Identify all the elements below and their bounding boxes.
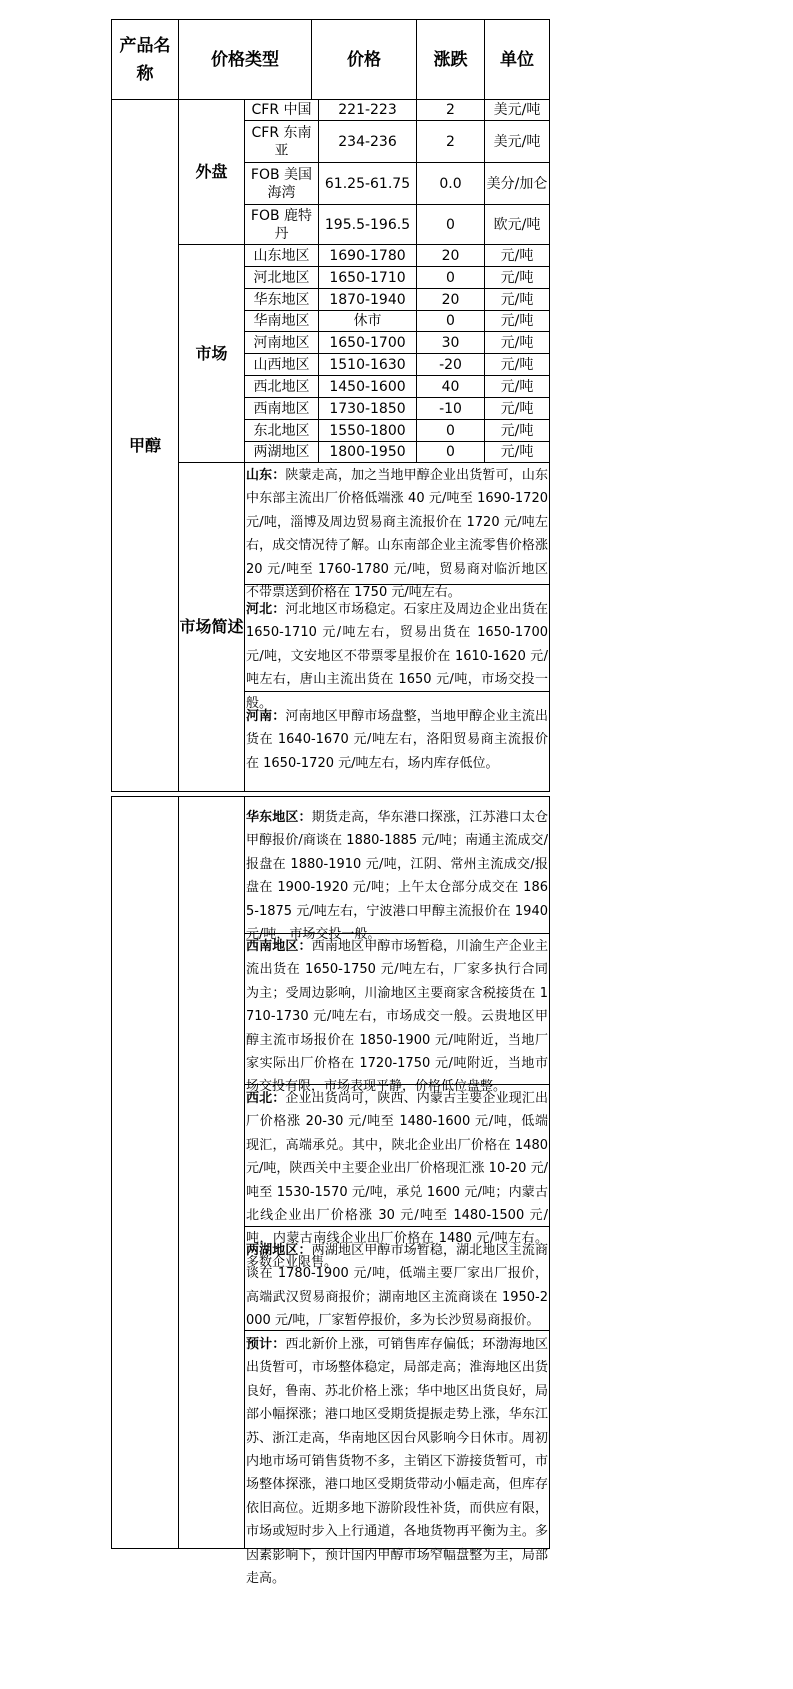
- row-unit: 元/吨: [500, 313, 534, 329]
- summary-text: 西北新价上涨，可销售库存偏低；环渤海地区出货暂可，市场整体稳定，局部走高；淮海地区出货良好，鲁南、苏北价格上涨；华中地区出货良好，局部小幅探涨；港口地区受期货提振走势上涨，华东江苏、浙江走高，华南地区因台风影响今日休市。周初内地市场可销售货物不多，主销区下游接货暂可，市场整体探涨，港口地区受期货带动小幅走高，但库存依旧高位。近期多地下游阶段性补货，而供应有限，市场或短时步入上行通道，各地货物再平衡为主。多因素影响下，预计国内甲醇市场窄幅盘整为主，局部走高。: [246, 1337, 548, 1587]
- row-name: 华东地区: [253, 291, 310, 308]
- summary-text: 河南地区甲醇市场盘整，当地甲醇企业主流出货在 1640-1670 元/吨左右，洛阳贸易商主流报价在 1650-1720 元/吨左右，场内库存低位。: [246, 709, 548, 771]
- summary-text: 陕蒙走高，加之当地甲醇企业出货暂可，山东中东部主流出厂价格低端涨 40 元/吨至 1690-1720 元/吨，淄博及周边贸易商主流报价在 1720 元/吨左右，成交情况待了解。山东南部企业主流零售价格涨 20 元/吨至 1760-1780 元/吨，贸易商对临沂地区不带票送到价格在 1750 元/吨左右。: [246, 468, 548, 601]
- row-unit: 元/吨: [500, 400, 534, 417]
- row-price: 1650-1700: [329, 334, 406, 351]
- summary-title: 预计：: [246, 1337, 286, 1352]
- summary-title: 山东：: [246, 468, 286, 483]
- header-change: 涨跌: [433, 49, 468, 70]
- row-price: 1870-1940: [329, 291, 406, 308]
- header-product-name: 产品名称: [119, 35, 171, 84]
- summary-east-china: [246, 806, 548, 946]
- summary-label: 市场简述: [179, 617, 244, 636]
- market-label: 市场: [195, 343, 228, 363]
- row-change: -10: [439, 400, 462, 417]
- row-change: 20: [441, 291, 460, 308]
- product-name: 甲醇: [128, 435, 161, 455]
- row-unit: 元/吨: [500, 291, 534, 308]
- row-price: 221-223: [338, 102, 397, 118]
- summary-title: 华东地区：: [246, 810, 312, 825]
- summary-forecast: [246, 1333, 548, 1590]
- row-name: 河北地区: [253, 269, 310, 286]
- row-price: 1550-1800: [329, 422, 406, 439]
- row-unit: 元/吨: [500, 356, 534, 373]
- summary-title: 河北：: [246, 602, 286, 617]
- row-unit: 美分/加仑: [486, 175, 548, 192]
- row-change: 30: [441, 334, 460, 351]
- row-name: 华南地区: [253, 313, 310, 329]
- row-unit: 欧元/吨: [493, 216, 541, 233]
- row-change: 0: [446, 422, 455, 439]
- row-price: 234-236: [338, 133, 397, 150]
- summary-text: 期货走高，华东港口探涨，江苏港口太仓甲醇报价/商谈在 1880-1885 元/吨；南通主流成交/报盘在 1880-1910 元/吨，江阴、常州主流成交/报盘在 1900-1920 元/吨；上午太仓部分成交在 1865-1875 元/吨左右，宁波港口甲醇主流报价在 1940 元/吨，市场交投一般。: [246, 810, 548, 943]
- row-change: 0: [446, 216, 455, 233]
- row-name: FOB 美国海湾: [250, 166, 313, 201]
- header-price: 价格: [347, 49, 381, 70]
- summary-title: 两湖地区：: [246, 1243, 312, 1258]
- summary-text: 两湖地区甲醇市场暂稳，湖北地区主流商谈在 1780-1900 元/吨，低端主要厂家出厂报价，高端武汉贸易商报价；湖南地区主流商谈在 1950-2000 元/吨，厂家暂停报价，多为长沙贸易商报价。: [246, 1243, 548, 1329]
- summary-shandong: [246, 464, 548, 604]
- summary-title: 河南：: [246, 709, 286, 724]
- row-unit: 元/吨: [500, 378, 534, 395]
- row-name: CFR 东南亚: [251, 124, 312, 159]
- row-price: 61.25-61.75: [324, 175, 411, 192]
- outer-label: 外盘: [195, 162, 228, 181]
- summary-henan: [246, 705, 548, 775]
- summary-hebei: [246, 598, 548, 715]
- header-unit: 单位: [500, 49, 534, 70]
- row-change: 2: [446, 133, 455, 150]
- summary-title: 西北：: [246, 1091, 286, 1106]
- row-change: 40: [441, 378, 460, 395]
- header-price-type: 价格类型: [211, 49, 279, 70]
- row-unit: 元/吨: [500, 444, 534, 460]
- summary-lianghu: [246, 1239, 548, 1333]
- summary-text: 河北地区市场稳定。石家庄及周边企业出货在 1650-1710 元/吨左右，贸易出货在 1650-1700 元/吨，文安地区不带票零星报价在 1610-1620 元/吨左右，唐山主流出货在 1650 元/吨，市场交投一般。: [246, 602, 548, 711]
- summary-southwest: [246, 935, 548, 1099]
- row-price: 1730-1850: [329, 400, 406, 417]
- row-change: 20: [441, 247, 460, 264]
- row-name: 山东地区: [253, 247, 310, 264]
- row-price: 1690-1780: [329, 247, 406, 264]
- row-change: 0.0: [439, 175, 462, 192]
- row-name: 山西地区: [253, 356, 310, 373]
- summary-text: 西南地区甲醇市场暂稳，川渝生产企业主流出货在 1650-1750 元/吨左右，厂家多执行合同为主；受周边影响，川渝地区主要商家含税接货在 1710-1730 元/吨左右，市场成交一般。云贵地区甲醇主流市场报价在 1850-1900 元/吨附近，当地厂家实际出厂价格在 1720-1750 元/吨附近，当地市场交投有限，市场表现平静，价格低位盘整。: [246, 939, 548, 1095]
- row-price: 1800-1950: [329, 444, 406, 460]
- row-price: 1510-1630: [329, 356, 406, 373]
- row-unit: 元/吨: [500, 334, 534, 351]
- row-unit: 美元/吨: [493, 133, 541, 150]
- row-change: 0: [446, 444, 455, 460]
- summary-text: 企业出货尚可，陕西、内蒙古主要企业现汇出厂价格涨 20-30 元/吨至 1480-1600 元/吨，低端现汇，高端承兑。其中，陕北企业出厂价格在 1480 元/吨，陕西关中主要企业出厂价格现汇涨 10-20 元/吨至 1530-1570 元/吨，承兑 1600 元/吨；内蒙古北线企业出厂价格涨 30 元/吨至 1480-1500 元/吨，内蒙古南线企业出厂价格在 1480 元/吨左右。多数企业限售。: [246, 1091, 548, 1270]
- row-unit: 元/吨: [500, 422, 534, 439]
- row-unit: 美元/吨: [493, 102, 541, 118]
- row-change: 0: [446, 313, 455, 329]
- summary-title: 西南地区：: [246, 939, 312, 954]
- row-name: 东北地区: [253, 422, 310, 439]
- row-name: CFR 中国: [251, 102, 312, 118]
- row-name: 两湖地区: [253, 444, 310, 460]
- row-name: 西南地区: [253, 400, 310, 417]
- row-change: 2: [446, 102, 455, 118]
- row-price: 195.5-196.5: [324, 216, 411, 233]
- row-change: 0: [446, 269, 455, 286]
- row-unit: 元/吨: [500, 247, 534, 264]
- row-name: 河南地区: [253, 334, 310, 351]
- row-price: 1650-1710: [329, 269, 406, 286]
- row-unit: 元/吨: [500, 269, 534, 286]
- row-name: FOB 鹿特丹: [250, 207, 313, 242]
- row-change: -20: [439, 356, 462, 373]
- row-price: 休市: [353, 313, 382, 329]
- row-name: 西北地区: [253, 378, 310, 395]
- row-price: 1450-1600: [329, 378, 406, 395]
